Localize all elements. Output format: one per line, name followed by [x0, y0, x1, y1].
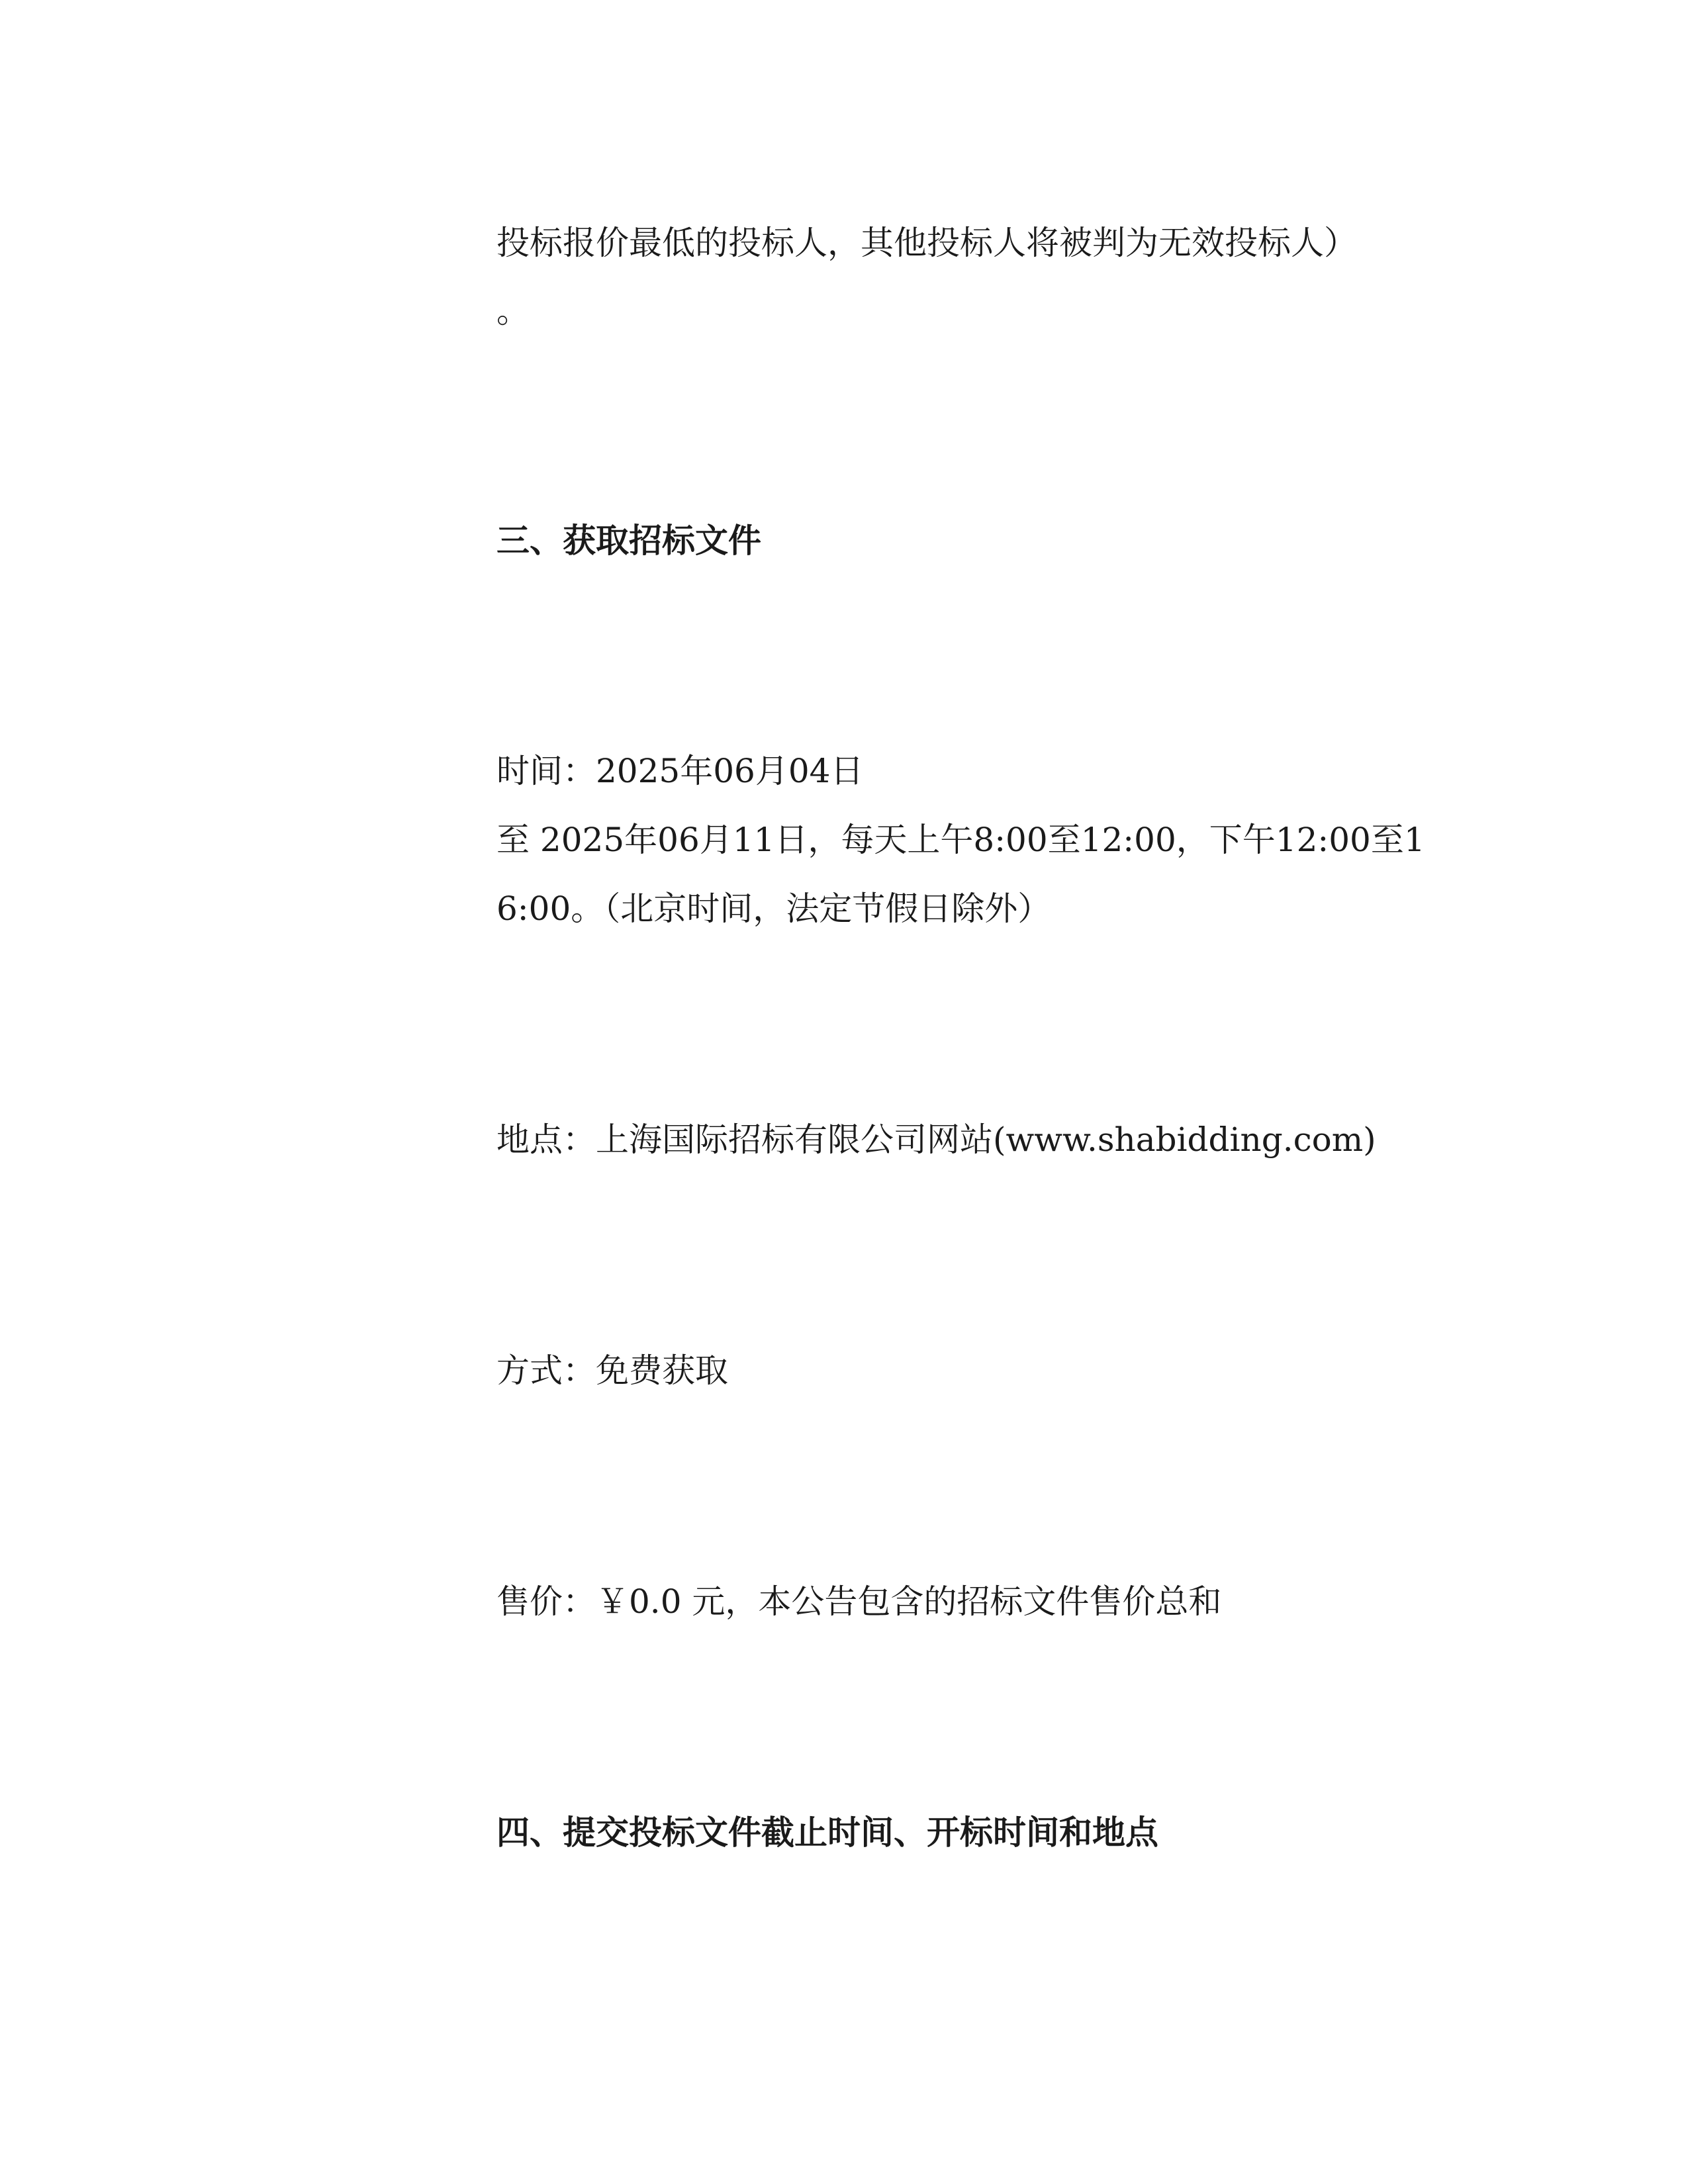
section-4-heading: 四、提交投标文件截止时间、开标时间和地点: [496, 1813, 1158, 1852]
method-line: 方式：免费获取: [496, 1351, 728, 1390]
price-line: 售价：￥0.0 元，本公告包含的招标文件售价总和: [496, 1582, 1222, 1621]
time-line-2: 至 2025年06月11日，每天上午8:00至12:00，下午12:00至1: [496, 821, 1425, 859]
time-line-3: 6:00。（北京时间，法定节假日除外）: [496, 889, 1051, 928]
section-3-heading: 三、获取招标文件: [496, 521, 761, 560]
intro-text-line-2: 。: [496, 292, 530, 330]
intro-text-line-1: 投标报价最低的投标人，其他投标人将被判为无效投标人）: [496, 224, 1357, 262]
location-line: 地点：上海国际招标有限公司网站(www.shabidding.com): [496, 1120, 1376, 1159]
time-line-1: 时间：2025年06月04日: [496, 752, 864, 790]
